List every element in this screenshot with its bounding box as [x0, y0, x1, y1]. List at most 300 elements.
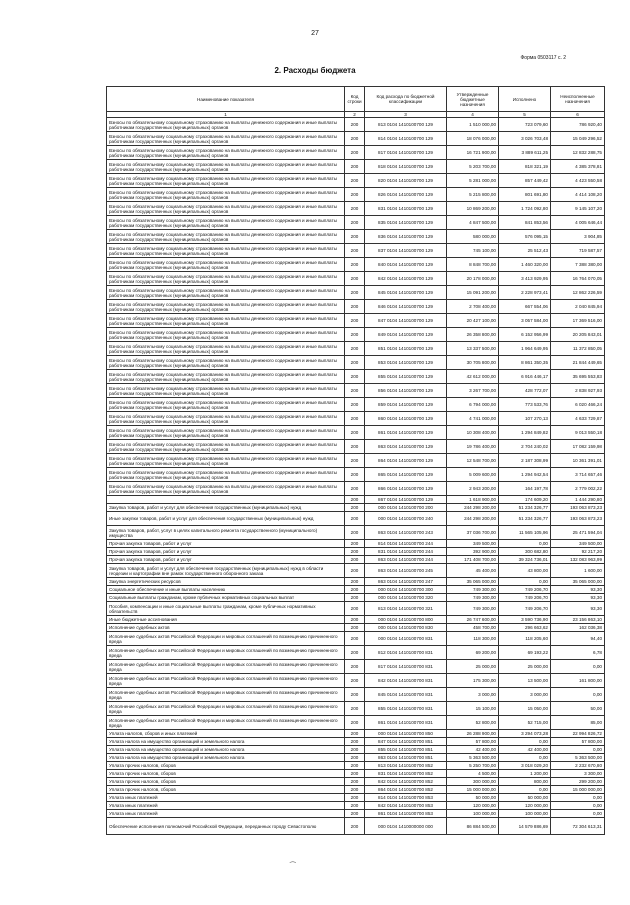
cell-done: 11 565 105,96	[499, 526, 551, 540]
column-number: 4	[447, 112, 499, 118]
cell-code: 200	[345, 738, 365, 746]
column-number: 6	[551, 112, 605, 118]
table-row	[107, 716, 605, 730]
table-row	[107, 440, 605, 454]
table-row	[107, 426, 605, 440]
cell-done: 296 663,62	[499, 624, 551, 632]
cell-name: Взносы по обязательному социальному страхованию на выплаты денежного содержания и иные выплаты работникам государственных (муниципальных) органов	[107, 216, 345, 230]
cell-code: 200	[345, 216, 365, 230]
cell-done: 2 228 973,41	[499, 286, 551, 300]
cell-kbk: 831 0104 1410100700 244	[365, 548, 447, 556]
table-row	[107, 762, 605, 770]
cell-plan: 45 400,00	[447, 564, 499, 578]
cell-plan: 30 705 800,00	[447, 356, 499, 370]
table-header-row	[107, 87, 605, 112]
cell-name: Взносы по обязательному социальному страхованию на выплаты денежного содержания и иные выплаты работникам государственных (муниципальных) органов	[107, 426, 345, 440]
cell-code: 200	[345, 314, 365, 328]
cell-name: Взносы по обязательному социальному страхованию на выплаты денежного содержания и иные выплаты работникам государственных (муниципальных) органов	[107, 174, 345, 188]
table-row	[107, 624, 605, 632]
column-number: 1	[107, 112, 345, 118]
cell-name: Взносы по обязательному социальному страхованию на выплаты денежного содержания и иные выплаты работникам государственных (муниципальных) органов	[107, 370, 345, 384]
cell-name: Прочая закупка товаров, работ и услуг	[107, 548, 345, 556]
cell-plan: 6 794 000,00	[447, 398, 499, 412]
cell-code: 200	[345, 754, 365, 762]
cell-rest: 92 217,20	[551, 548, 605, 556]
cell-kbk: 851 0104 1410100700 129	[365, 342, 447, 356]
table-row	[107, 556, 605, 564]
cell-rest: 3 714 657,46	[551, 468, 605, 482]
table-row	[107, 594, 605, 602]
cell-plan: 5 363 500,00	[447, 754, 499, 762]
cell-plan: 349 500,00	[447, 540, 499, 548]
cell-done: 8 861 350,35	[499, 356, 551, 370]
cell-rest: 17 369 516,00	[551, 314, 605, 328]
cell-kbk: 855 0104 1410100700 831	[365, 702, 447, 716]
cell-name: Исполнение судебных актов Российской Федерации и мировых соглашений по возмещению причиненного вреда	[107, 688, 345, 702]
cell-code: 200	[345, 496, 365, 504]
table-row	[107, 258, 605, 272]
cell-done: 69 193,22	[499, 646, 551, 660]
table-row	[107, 578, 605, 586]
cell-name: Взносы по обязательному социальному страхованию на выплаты денежного содержания и иные выплаты работникам государственных (муниципальных) органов	[107, 412, 345, 426]
cell-code: 200	[345, 688, 365, 702]
column-number: 2	[345, 112, 365, 118]
cell-plan: 4 741 000,00	[447, 412, 499, 426]
cell-rest: 719 587,57	[551, 244, 605, 258]
table-row	[107, 496, 605, 504]
cell-name: Уплата иных платежей	[107, 802, 345, 810]
cell-code: 200	[345, 328, 365, 342]
cell-rest: 15 049 296,52	[551, 132, 605, 146]
cell-kbk: 817 0104 1410100700 831	[365, 660, 447, 674]
cell-rest: 15 000 000,00	[551, 786, 605, 794]
cell-plan: 580 000,00	[447, 230, 499, 244]
cell-plan: 37 036 700,00	[447, 526, 499, 540]
cell-code: 200	[345, 818, 365, 835]
cell-done: 3 000,00	[499, 688, 551, 702]
cell-plan: 300 000,00	[447, 778, 499, 786]
cell-done: 749 206,70	[499, 602, 551, 616]
cell-done: 39 324 736,01	[499, 556, 551, 564]
cell-rest: 93,30	[551, 586, 605, 594]
cell-plan: 4 500,00	[447, 770, 499, 778]
cell-name: Обеспечение исполнения полномочий Российской Федерации, переданных городу Севастополю	[107, 818, 345, 835]
cell-rest: 7 388 380,00	[551, 258, 605, 272]
cell-rest: 349 500,00	[551, 540, 605, 548]
cell-name: Взносы по обязательному социальному страхованию на выплаты денежного содержания и иные выплаты работникам государственных (муниципальных) органов	[107, 132, 345, 146]
cell-kbk: 842 0104 1410100700 852	[365, 778, 447, 786]
cell-kbk: 814 0104 1410100700 244	[365, 540, 447, 548]
cell-kbk: 863 0104 1410100700 243	[365, 526, 447, 540]
cell-code: 200	[345, 616, 365, 624]
cell-done: 0,00	[499, 754, 551, 762]
table-row	[107, 202, 605, 216]
table-row	[107, 454, 605, 468]
cell-kbk: 000 0104 1410100700 200	[365, 504, 447, 512]
cell-name: Уплата иных платежей	[107, 810, 345, 818]
table-row	[107, 818, 605, 835]
cell-name: Социальное обеспечение и иные выплаты населению	[107, 586, 345, 594]
cell-kbk: 845 0104 1410100700 831	[365, 688, 447, 702]
cell-rest: 9 013 550,18	[551, 426, 605, 440]
cell-name: Уплата прочих налогов, сборов	[107, 762, 345, 770]
cell-rest: 4 385 378,81	[551, 160, 605, 174]
cell-code: 200	[345, 602, 365, 616]
table-row	[107, 384, 605, 398]
cell-kbk: 831 0104 1410100700 852	[365, 770, 447, 778]
cell-kbk: 000 0104 1410100700 300	[365, 586, 447, 594]
column-header: Код строки	[345, 87, 365, 112]
cell-rest: 162 036,38	[551, 624, 605, 632]
cell-code: 200	[345, 286, 365, 300]
cell-plan: 8 848 700,00	[447, 258, 499, 272]
table-row	[107, 412, 605, 426]
cell-code: 200	[345, 272, 365, 286]
cell-rest: 4 005 646,44	[551, 216, 605, 230]
cell-kbk: 863 0104 1410100700 129	[365, 440, 447, 454]
cell-kbk: 866 0104 1410100700 129	[365, 482, 447, 496]
cell-done: 107 270,13	[499, 412, 551, 426]
cell-rest: 0,00	[551, 746, 605, 754]
cell-plan: 19 786 400,00	[447, 440, 499, 454]
cell-plan: 4 847 500,00	[447, 216, 499, 230]
table-row	[107, 314, 605, 328]
cell-name: Пособия, компенсации и иные социальные выплаты гражданам, кроме публичных нормативных обязательств	[107, 602, 345, 616]
cell-done: 800,00	[499, 778, 551, 786]
cell-plan: 392 900,00	[447, 548, 499, 556]
section-title: 2. Расходы бюджета	[274, 66, 356, 75]
cell-done: 51 234 326,77	[499, 512, 551, 526]
cell-done: 0,00	[499, 578, 551, 586]
cell-plan: 3 267 700,00	[447, 384, 499, 398]
column-header: Код расхода по бюджетной классификации	[365, 87, 447, 112]
cell-name: Исполнение судебных актов	[107, 624, 345, 632]
cell-done: 2 704 240,02	[499, 440, 551, 454]
cell-rest: 1 600,00	[551, 564, 605, 578]
cell-done: 0,00	[499, 786, 551, 794]
cell-rest: 0,00	[551, 794, 605, 802]
cell-done: 773 533,76	[499, 398, 551, 412]
cell-rest: 193 063 873,23	[551, 512, 605, 526]
cell-rest: 25 471 594,04	[551, 526, 605, 540]
cell-kbk: 861 0104 1410100700 129	[365, 426, 447, 440]
cell-rest: 0,00	[551, 660, 605, 674]
cell-plan: 1 510 000,00	[447, 118, 499, 132]
cell-rest: 3 904,85	[551, 230, 605, 244]
cell-name: Иные бюджетные ассигнования	[107, 616, 345, 624]
table-row	[107, 540, 605, 548]
cell-code: 200	[345, 132, 365, 146]
table-row	[107, 738, 605, 746]
cell-code: 200	[345, 244, 365, 258]
cell-kbk: 861 0104 1410100700 853	[365, 810, 447, 818]
cell-done: 100 000,00	[499, 810, 551, 818]
cell-kbk: 842 0104 1410100700 831	[365, 674, 447, 688]
cell-kbk: 813 0104 1410100700 852	[365, 762, 447, 770]
table-row	[107, 512, 605, 526]
cell-kbk: 842 0104 1410100700 129	[365, 272, 447, 286]
cell-done: 15 050,00	[499, 702, 551, 716]
table-row	[107, 188, 605, 202]
cell-code: 200	[345, 632, 365, 646]
column-number: 3	[365, 112, 447, 118]
cell-name: Взносы по обязательному социальному страхованию на выплаты денежного содержания и иные выплаты работникам государственных (муниципальных) органов	[107, 454, 345, 468]
table-row	[107, 230, 605, 244]
cell-name: Уплата прочих налогов, сборов	[107, 786, 345, 794]
cell-kbk: 812 0104 1410100700 831	[365, 646, 447, 660]
cell-rest: 2 779 002,22	[551, 482, 605, 496]
cell-name: Взносы по обязательному социальному страхованию на выплаты денежного содержания и иные выплаты работникам государственных (муниципальных) органов	[107, 328, 345, 342]
table-row	[107, 770, 605, 778]
cell-rest: 2 040 845,94	[551, 300, 605, 314]
cell-code: 200	[345, 504, 365, 512]
cell-done: 749 206,70	[499, 594, 551, 602]
cell-kbk: 840 0104 1410100700 129	[365, 258, 447, 272]
table-row	[107, 118, 605, 132]
cell-plan: 175 300,00	[447, 674, 499, 688]
cell-code: 200	[345, 548, 365, 556]
cell-code: 200	[345, 174, 365, 188]
cell-rest: 786 920,40	[551, 118, 605, 132]
cell-name: Взносы по обязательному социальному страхованию на выплаты денежного содержания и иные выплаты работникам государственных (муниципальных) органов	[107, 286, 345, 300]
cell-name: Исполнение судебных актов Российской Федерации и мировых соглашений по возмещению причиненного вреда	[107, 660, 345, 674]
cell-code: 200	[345, 586, 365, 594]
cell-name: Взносы по обязательному социальному страхованию на выплаты денежного содержания и иные выплаты работникам государственных (муниципальных) органов	[107, 314, 345, 328]
cell-name: Прочая закупка товаров, работ и услуг	[107, 556, 345, 564]
column-header: Исполнено	[499, 87, 551, 112]
cell-code: 200	[345, 230, 365, 244]
cell-rest: 10 361 391,01	[551, 454, 605, 468]
cell-code: 200	[345, 384, 365, 398]
cell-kbk: 863 0104 1410100700 851	[365, 754, 447, 762]
cell-kbk: 847 0104 1410100700 851	[365, 738, 447, 746]
cell-plan: 26 358 800,00	[447, 328, 499, 342]
cell-plan: 171 408 700,00	[447, 556, 499, 564]
cell-code: 200	[345, 624, 365, 632]
column-header: Неисполненные назначения	[551, 87, 605, 112]
cell-name: Исполнение судебных актов Российской Федерации и мировых соглашений по возмещению причиненного вреда	[107, 702, 345, 716]
cell-code: 200	[345, 540, 365, 548]
cell-plan: 57 800,00	[447, 738, 499, 746]
cell-rest: 0,00	[551, 802, 605, 810]
table-row	[107, 146, 605, 160]
cell-done: 14 579 886,69	[499, 818, 551, 835]
cell-rest: 17 082 159,98	[551, 440, 605, 454]
cell-done: 3 889 611,25	[499, 146, 551, 160]
cell-kbk: 863 0104 1410100700 245	[365, 564, 447, 578]
cell-code: 200	[345, 160, 365, 174]
table-body	[107, 118, 605, 835]
cell-name: Взносы по обязательному социальному страхованию на выплаты денежного содержания и иные выплаты работникам государственных (муниципальных) органов	[107, 160, 345, 174]
cell-plan: 26 288 900,00	[447, 730, 499, 738]
cell-done: 164 197,78	[499, 482, 551, 496]
cell-code: 200	[345, 674, 365, 688]
cell-name: Взносы по обязательному социальному страхованию на выплаты денежного содержания и иные выплаты работникам государственных (муниципальных) органов	[107, 482, 345, 496]
cell-rest: 4 423 550,58	[551, 174, 605, 188]
cell-code: 200	[345, 188, 365, 202]
form-reference: Форма 0503117 с. 2	[520, 55, 566, 61]
cell-code: 200	[345, 146, 365, 160]
cell-rest: 23 156 863,10	[551, 616, 605, 624]
cell-code: 200	[345, 730, 365, 738]
table-row	[107, 702, 605, 716]
table-row	[107, 132, 605, 146]
column-header: Утвержденные бюджетные назначения	[447, 87, 499, 112]
table-row	[107, 342, 605, 356]
cell-code: 200	[345, 398, 365, 412]
cell-rest: 20 205 843,01	[551, 328, 605, 342]
cell-done: 841 853,56	[499, 216, 551, 230]
table-row	[107, 526, 605, 540]
cell-name: Уплата прочих налогов, сборов	[107, 778, 345, 786]
cell-rest: 35 695 553,83	[551, 370, 605, 384]
cell-rest: 6 020 466,24	[551, 398, 605, 412]
cell-done: 3 413 929,95	[499, 272, 551, 286]
expenditure-table	[106, 86, 605, 835]
cell-rest: 2 232 670,80	[551, 762, 605, 770]
cell-plan: 10 869 200,00	[447, 202, 499, 216]
cell-done: 1 294 942,54	[499, 468, 551, 482]
cell-done: 428 772,07	[499, 384, 551, 398]
cell-name: Взносы по обязательному социальному страхованию на выплаты денежного содержания и иные выплаты работникам государственных (муниципальных) органов	[107, 118, 345, 132]
table-row	[107, 244, 605, 258]
cell-rest: 57 800,00	[551, 738, 605, 746]
cell-done: 13 500,00	[499, 674, 551, 688]
cell-done: 0,00	[499, 738, 551, 746]
cell-name: Уплата налога на имущество организаций и земельного налога	[107, 746, 345, 754]
cell-name: Исполнение судебных актов Российской Федерации и мировых соглашений по возмещению причиненного вреда	[107, 716, 345, 730]
table-row	[107, 778, 605, 786]
cell-name: Взносы по обязательному социальному страхованию на выплаты денежного содержания и иные выплаты работникам государственных (муниципальных) органов	[107, 384, 345, 398]
table-row	[107, 468, 605, 482]
cell-done: 3 018 029,20	[499, 762, 551, 770]
cell-rest: 299 200,00	[551, 778, 605, 786]
cell-plan: 3 000,00	[447, 688, 499, 702]
cell-code: 200	[345, 202, 365, 216]
table-row	[107, 174, 605, 188]
cell-kbk: 842 0104 1410100700 853	[365, 802, 447, 810]
table-row	[107, 356, 605, 370]
table-row	[107, 646, 605, 660]
cell-kbk: 846 0104 1410100700 129	[365, 300, 447, 314]
table-row	[107, 370, 605, 384]
cell-kbk: 856 0104 1410100700 129	[365, 384, 447, 398]
table-row	[107, 674, 605, 688]
table-row	[107, 300, 605, 314]
cell-plan: 5 215 800,00	[447, 188, 499, 202]
cell-rest: 12 862 226,59	[551, 286, 605, 300]
cell-plan: 749 300,00	[447, 602, 499, 616]
cell-kbk: 000 0104 1410100700 240	[365, 512, 447, 526]
cell-kbk: 863 0104 1410100700 247	[365, 578, 447, 586]
cell-name: Взносы по обязательному социальному страхованию на выплаты денежного содержания и иные выплаты работникам государственных (муниципальных) органов	[107, 188, 345, 202]
cell-plan: 69 200,00	[447, 646, 499, 660]
cell-rest: 193 063 873,23	[551, 504, 605, 512]
cell-code: 200	[345, 370, 365, 384]
cell-name: Взносы по обязательному социальному страхованию на выплаты денежного содержания и иные выплаты работникам государственных (муниципальных) органов	[107, 272, 345, 286]
cell-code: 200	[345, 342, 365, 356]
cell-kbk: 835 0104 1410100700 129	[365, 216, 447, 230]
cell-done: 50 000,00	[499, 794, 551, 802]
cell-rest: 6,78	[551, 646, 605, 660]
cell-code: 200	[345, 802, 365, 810]
cell-plan: 50 000,00	[447, 794, 499, 802]
cell-kbk: 813 0104 1410100700 129	[365, 118, 447, 132]
cell-done: 51 234 326,77	[499, 504, 551, 512]
cell-plan: 100 000,00	[447, 810, 499, 818]
cell-rest: 35 065 000,00	[551, 578, 605, 586]
cell-plan: 5 203 700,00	[447, 160, 499, 174]
cell-kbk: 000 0104 1410100700 830	[365, 624, 447, 632]
cell-code: 200	[345, 660, 365, 674]
cell-done: 818 321,19	[499, 160, 551, 174]
table-row	[107, 482, 605, 496]
cell-plan: 20 427 100,00	[447, 314, 499, 328]
cell-code: 200	[345, 786, 365, 794]
cell-rest: 1 444 290,80	[551, 496, 605, 504]
table-row	[107, 586, 605, 594]
cell-plan: 35 065 000,00	[447, 578, 499, 586]
cell-rest: 22 994 826,72	[551, 730, 605, 738]
cell-kbk: 863 0104 1410100700 244	[365, 556, 447, 564]
cell-kbk: 818 0104 1410100700 129	[365, 160, 447, 174]
cell-plan: 5 009 600,00	[447, 468, 499, 482]
table-row	[107, 272, 605, 286]
cell-plan: 86 884 500,00	[447, 818, 499, 835]
cell-plan: 15 091 200,00	[447, 286, 499, 300]
cell-plan: 2 943 200,00	[447, 482, 499, 496]
cell-rest: 11 372 850,05	[551, 342, 605, 356]
cell-name: Взносы по обязательному социальному страхованию на выплаты денежного содержания и иные выплаты работникам государственных (муниципальных) органов	[107, 146, 345, 160]
cell-plan: 42 612 000,00	[447, 370, 499, 384]
cell-plan: 749 300,00	[447, 586, 499, 594]
cell-rest: 85,00	[551, 716, 605, 730]
cell-name	[107, 496, 345, 504]
table-row	[107, 810, 605, 818]
cell-code: 200	[345, 594, 365, 602]
cell-rest: 50,00	[551, 702, 605, 716]
cell-rest: 132 083 963,99	[551, 556, 605, 564]
cell-name: Закупка товаров, работ и услуг для обеспечения государственных (муниципальных) нужд	[107, 504, 345, 512]
cell-plan: 26 747 600,00	[447, 616, 499, 624]
cell-done: 749 206,70	[499, 586, 551, 594]
cell-code: 200	[345, 300, 365, 314]
cell-code: 200	[345, 440, 365, 454]
cell-rest: 5 363 500,00	[551, 754, 605, 762]
cell-code: 200	[345, 578, 365, 586]
cell-kbk: 845 0104 1410100700 129	[365, 286, 447, 300]
cell-name: Взносы по обязательному социальному страхованию на выплаты денежного содержания и иные выплаты работникам государственных (муниципальных) органов	[107, 300, 345, 314]
table-row	[107, 754, 605, 762]
cell-done: 25 000,00	[499, 660, 551, 674]
table-row	[107, 602, 605, 616]
cell-name: Исполнение судебных актов Российской Федерации и мировых соглашений по возмещению причиненного вреда	[107, 632, 345, 646]
cell-kbk: 814 0104 1410100700 853	[365, 794, 447, 802]
cell-plan: 749 300,00	[447, 594, 499, 602]
cell-rest: 16 764 070,05	[551, 272, 605, 286]
cell-done: 3 057 584,00	[499, 314, 551, 328]
cell-name: Уплата прочих налогов, сборов	[107, 770, 345, 778]
cell-done: 0,00	[499, 540, 551, 548]
cell-done: 576 095,15	[499, 230, 551, 244]
cell-rest: 2 838 927,93	[551, 384, 605, 398]
cell-kbk: 860 0104 1410100700 129	[365, 412, 447, 426]
cell-name: Взносы по обязательному социальному страхованию на выплаты денежного содержания и иные выплаты работникам государственных (муниципальных) органов	[107, 342, 345, 356]
cell-name: Уплата налога на имущество организаций и земельного налога	[107, 738, 345, 746]
table-row	[107, 398, 605, 412]
cell-kbk: 813 0104 1410100700 321	[365, 602, 447, 616]
cell-name: Взносы по обязательному социальному страхованию на выплаты денежного содержания и иные выплаты работникам государственных (муниципальных) органов	[107, 440, 345, 454]
